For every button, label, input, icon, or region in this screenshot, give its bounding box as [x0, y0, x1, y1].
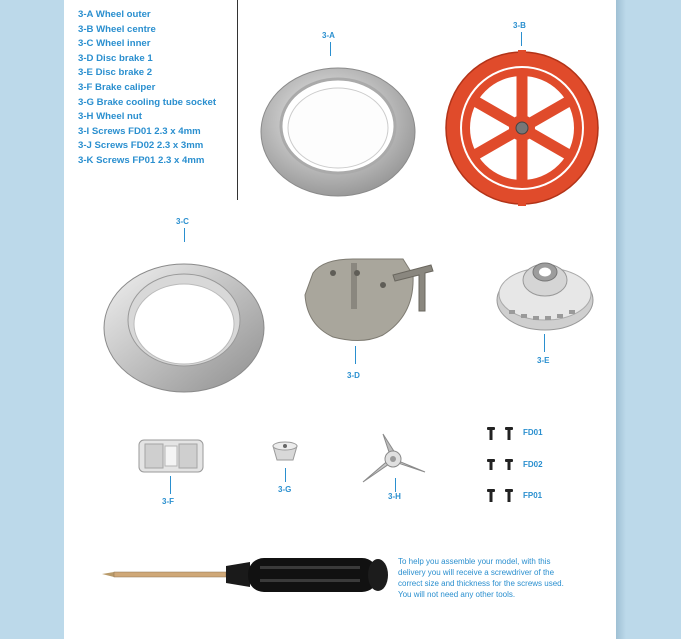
leader-3f — [170, 476, 171, 494]
screwdriver-image — [100, 552, 390, 602]
label-fd02: FD02 — [523, 460, 543, 469]
leader-3a — [330, 42, 331, 56]
label-3a: 3-A — [322, 31, 335, 40]
screw-icon — [487, 489, 495, 502]
label-3f: 3-F — [162, 497, 174, 506]
parts-list-item: 3-G Brake cooling tube socket — [78, 96, 217, 108]
parts-list-item: 3-C Wheel inner — [78, 38, 151, 50]
leader-3e — [544, 334, 545, 352]
leader-3b — [521, 32, 522, 46]
leader-3h — [395, 478, 396, 492]
screw-icon — [487, 427, 495, 440]
screws-image — [483, 425, 519, 505]
tool-note: To help you assemble your model, with this delivery you will receive a screwdriver of the correct size and thickness for the screws used. You will not need any other tools. — [398, 557, 564, 599]
label-3e: 3-E — [537, 356, 550, 365]
divider-line — [237, 0, 238, 200]
leader-3g — [285, 468, 286, 482]
wheel-centre-image — [442, 48, 602, 208]
wheel-outer-image — [258, 58, 418, 198]
parts-list-item: 3-I Screws FD01 2.3 x 4mm — [78, 125, 201, 137]
disc-brake-2-image — [495, 252, 595, 332]
wheel-nut-image — [361, 432, 427, 486]
cooling-tube-socket-image — [271, 440, 299, 462]
wheel-inner-image — [102, 250, 266, 394]
disc-brake-1-image — [303, 255, 439, 345]
label-3h: 3-H — [388, 492, 401, 501]
label-3b: 3-B — [513, 21, 526, 30]
label-3c: 3-C — [176, 217, 189, 226]
parts-list-item: 3-H Wheel nut — [78, 111, 142, 123]
parts-list — [78, 8, 248, 169]
parts-list-item: 3-K Screws FP01 2.3 x 4mm — [78, 154, 205, 166]
label-fp01: FP01 — [523, 491, 543, 500]
page-shadow — [616, 0, 626, 639]
label-3g: 3-G — [278, 485, 292, 494]
screw-icon — [505, 427, 513, 440]
screw-icon — [505, 489, 513, 502]
parts-list-item: 3-F Brake caliper — [78, 81, 156, 93]
label-3d: 3-D — [347, 371, 360, 380]
parts-list-item: 3-B Wheel centre — [78, 23, 156, 35]
parts-list-item: 3-J Screws FD02 2.3 x 3mm — [78, 140, 204, 152]
parts-list-item: 3-D Disc brake 1 — [78, 52, 153, 64]
leader-3d — [355, 346, 356, 364]
label-fd01: FD01 — [523, 428, 543, 437]
screw-icon — [505, 459, 513, 470]
parts-list-item: 3-A Wheel outer — [78, 9, 151, 20]
screw-icon — [487, 459, 495, 470]
parts-list-item: 3-E Disc brake 2 — [78, 67, 153, 79]
brake-caliper-image — [137, 436, 205, 476]
leader-3c — [184, 228, 185, 242]
